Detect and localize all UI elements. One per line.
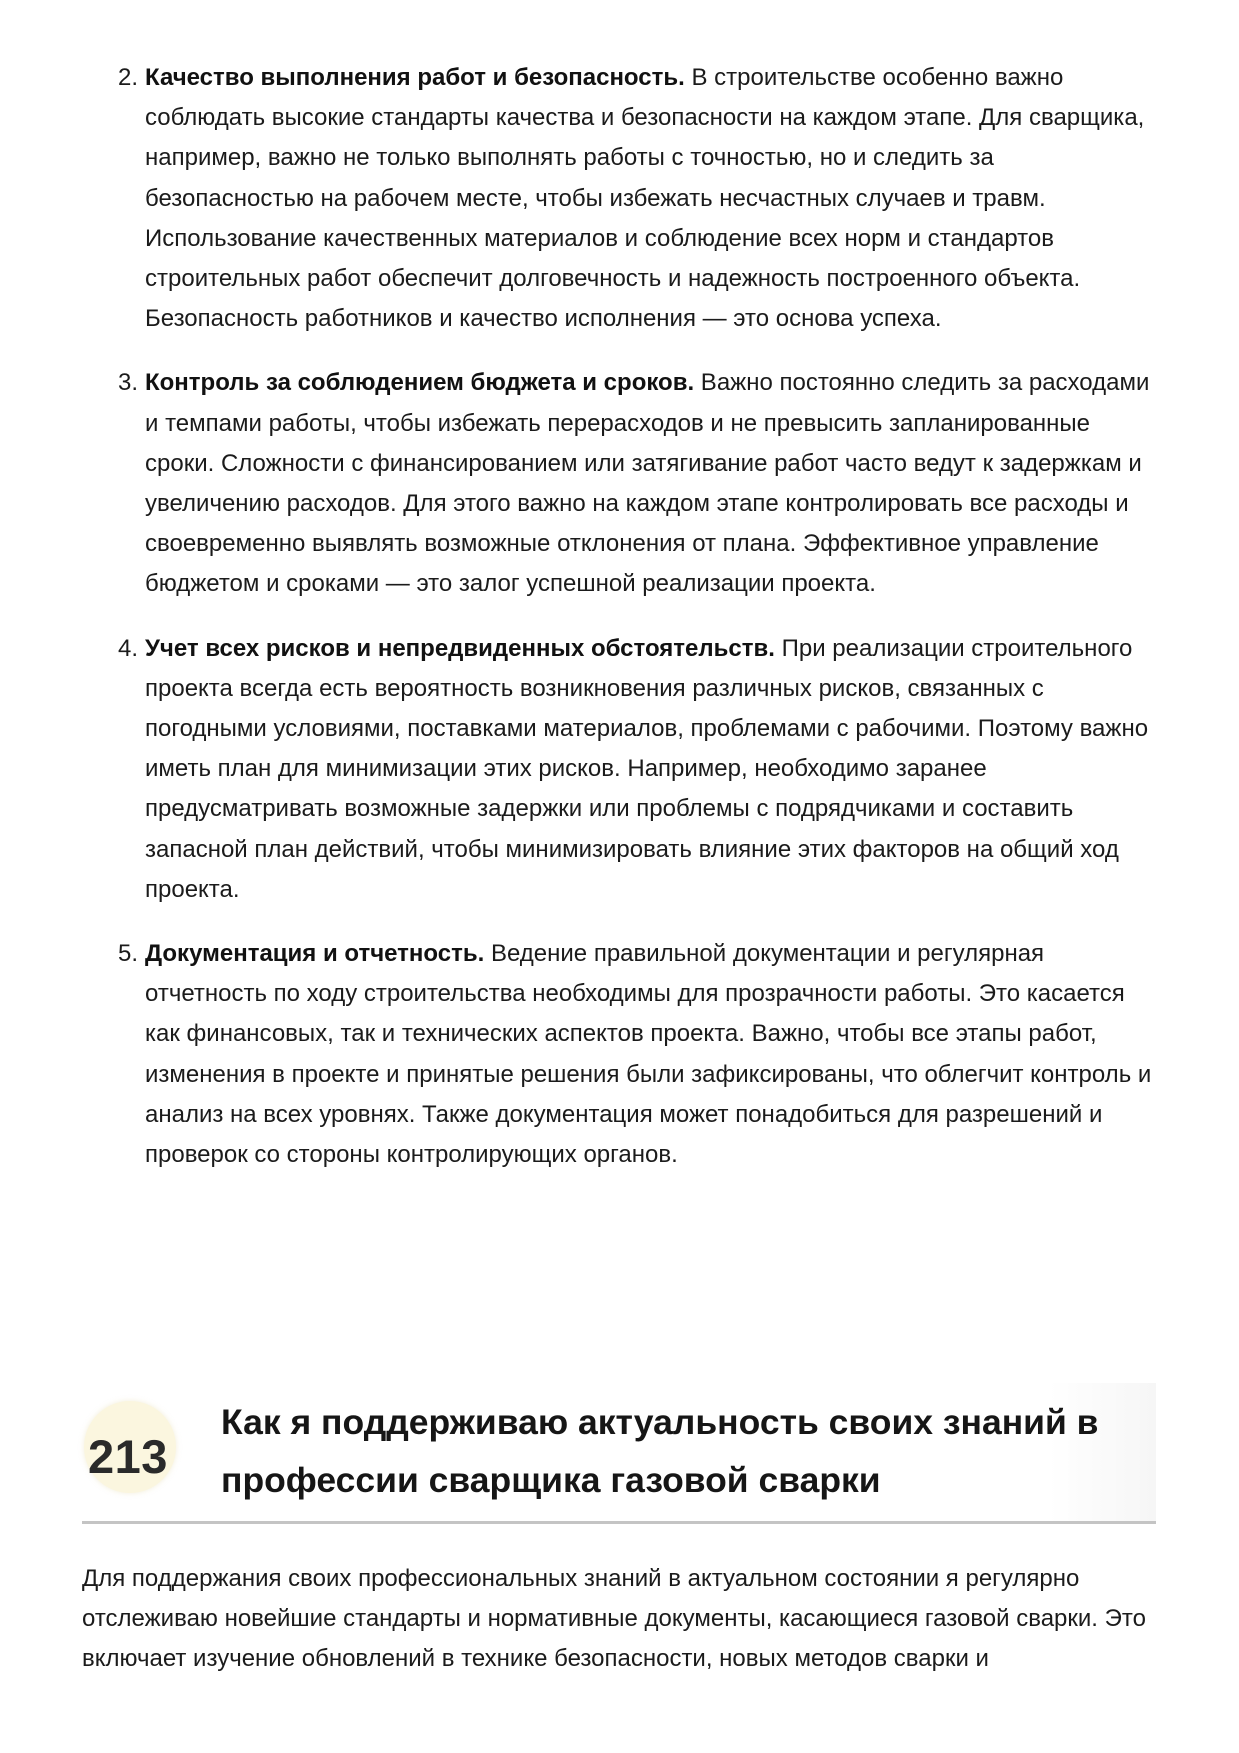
list-item [118,58,1155,339]
section-header [82,1383,1156,1524]
list-item [118,934,1155,1175]
list-item-title: Учет всех рисков и непредвиденных обстоятельств. [145,634,775,662]
section-title: Как я поддерживаю актуальность своих знаний в профессии сварщика газовой сварки [221,1402,1099,1500]
list-item [118,363,1155,604]
list-item-title: Документация и отчетность. [145,940,485,968]
section-body-paragraph: Для поддержания своих профессиональных знаний в актуальном состоянии я регулярно отслеживаю новейшие стандарты и нормативные документы, касающиеся газовой сварки. Это включает изучение обновлений в технике безопасности, новых методов сварки и [82,1565,1146,1673]
section-number: 213 [88,1430,168,1483]
list-item-title: Контроль за соблюдением бюджета и сроков. [145,369,695,397]
list-item-number: 4. [118,634,139,662]
list-item-text: В строительстве особенно важно соблюдать высокие стандарты качества и безопасности на каждом этапе. Для сварщика, например, важно не только выполнять работы с точностью, но и следить за безопасностью на рабочем месте, чтобы избежать несчастных случаев и травм. Использование качественных материалов и соблюдение всех норм и стандартов строительных работ обеспечит долговечность и надежность построенного объекта. Безопасность работников и качество исполнения — это основа успеха. [145,64,1145,333]
list-item-number: 5. [118,940,139,968]
list-item-title: Качество выполнения работ и безопасность. [145,64,685,91]
list-item-number: 2. [118,64,139,91]
list-item-text: Важно постоянно следить за расходами и темпами работы, чтобы избежать перерасходов и не превысить запланированные сроки. Сложности с финансированием или затягивание работ часто ведут к задержкам и увеличению расходов. Для этого важно на каждом этапе контролировать все расходы и своевременно выявлять возможные отклонения от плана. Эффективное управление бюджетом и сроками — это залог успешной реализации проекта. [145,369,1150,598]
numbered-list [118,58,1155,1199]
list-item [118,629,1155,910]
list-item-number: 3. [118,369,139,397]
list-item-text: Ведение правильной документации и регулярная отчетность по ходу строительства необходимы для прозрачности работы. Это касается как финансовых, так и технических аспектов проекта. Важно, чтобы все этапы работ, изменения в проекте и принятые решения были зафиксированы, что облегчит контроль и анализ на всех уровнях. Также документация может понадобиться для разрешений и проверок со стороны контролирующих органов. [145,940,1152,1169]
list-item-text: При реализации строительного проекта всегда есть вероятность возникновения различных рисков, связанных с погодными условиями, поставками материалов, проблемами с рабочими. Поэтому важно иметь план для минимизации этих рисков. Например, необходимо заранее предусматривать возможные задержки или проблемы с подрядчиками и составить запасной план действий, чтобы минимизировать влияние этих факторов на общий ход проекта. [145,634,1149,903]
